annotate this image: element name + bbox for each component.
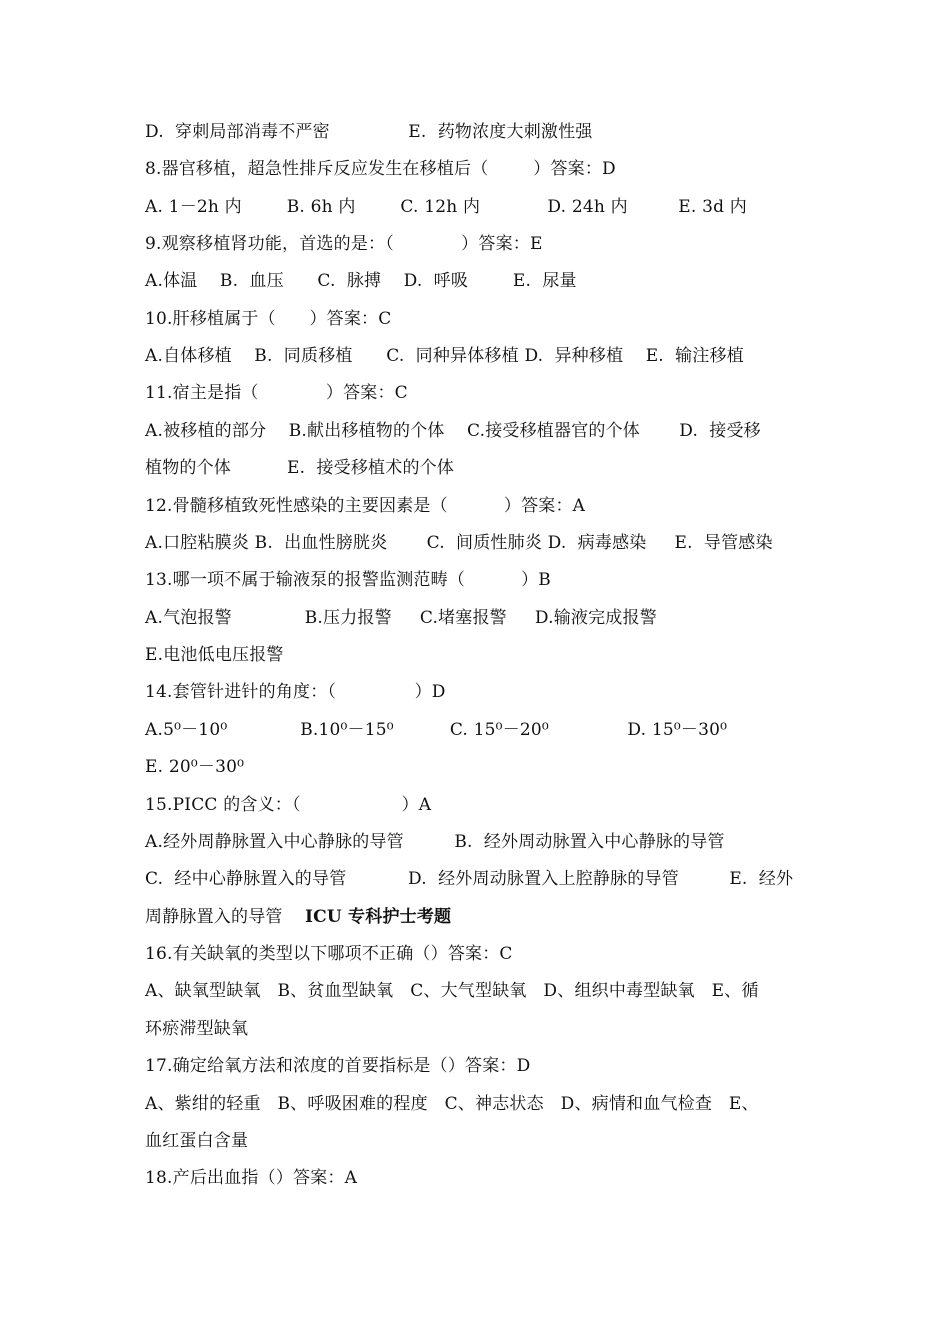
question-16: 16.有关缺氧的类型以下哪项不正确（）答案：C	[145, 944, 513, 964]
question-8: 8.器官移植，超急性排斥反应发生在移植后（ ）答案：D	[145, 159, 616, 179]
text-line: 环瘀滞型缺氧	[145, 1019, 249, 1039]
text-segment: 周静脉置入的导管	[145, 907, 306, 927]
text-line: E. 20⁰－30⁰	[145, 757, 245, 777]
text-line: A、缺氧型缺氧 B、贫血型缺氧 C、大气型缺氧 D、组织中毒型缺氧 E、循	[145, 981, 759, 1001]
text-line: A.口腔粘膜炎 B. 出血性膀胱炎 C. 间质性肺炎 D. 病毒感染 E. 导管感染	[145, 533, 773, 553]
text-line: A.气泡报警 B.压力报警 C.堵塞报警 D.输液完成报警	[145, 608, 657, 628]
text-line: C. 经中心静脉置入的导管 D. 经外周动脉置入上腔静脉的导管 E. 经外	[145, 869, 794, 889]
text-line: D. 穿刺局部消毒不严密 E. 药物浓度大刺激性强	[145, 122, 593, 142]
text-line: A、紫绀的轻重 B、呼吸困难的程度 C、神志状态 D、病情和血气检查 E、	[145, 1094, 759, 1114]
text-line	[145, 906, 810, 928]
text-line: A.被移植的部分 B.献出移植物的个体 C.接受移植器官的个体 D. 接受移	[145, 421, 761, 441]
question-15: 15.PICC 的含义：（ ）A	[145, 795, 432, 815]
text-line: A.自体移植 B. 同质移植 C. 同种异体移植 D. 异种移植 E. 输注移植	[145, 346, 744, 366]
question-13: 13.哪一项不属于输液泵的报警监测范畴（ ）B	[145, 570, 551, 590]
question-14: 14.套管针进针的角度：（ ）D	[145, 682, 446, 702]
text-line: A.5⁰－10⁰ B.10⁰－15⁰ C. 15⁰－20⁰ D. 15⁰－30⁰	[145, 720, 728, 740]
question-11: 11.宿主是指（ ）答案：C	[145, 383, 408, 403]
text-line: A.体温 B. 血压 C. 脉搏 D. 呼吸 E. 尿量	[145, 271, 577, 291]
text-line: A. 1－2h 内 B. 6h 内 C. 12h 内 D. 24h 内 E. 3d 内	[145, 197, 748, 217]
text-line: A.经外周静脉置入中心静脉的导管 B. 经外周动脉置入中心静脉的导管	[145, 832, 725, 852]
question-12: 12.骨髓移植致死性感染的主要因素是（ ）答案：A	[145, 496, 586, 516]
question-10: 10.肝移植属于（ ）答案：C	[145, 309, 392, 329]
inline-bold-title: ICU 专科护士考题	[305, 907, 452, 927]
text-line: 植物的个体 E. 接受移植术的个体	[145, 458, 455, 478]
question-9: 9.观察移植肾功能，首选的是：（ ）答案：E	[145, 234, 543, 254]
question-17: 17.确定给氧方法和浓度的首要指标是（）答案：D	[145, 1056, 531, 1076]
question-18: 18.产后出血指（）答案：A	[145, 1168, 358, 1188]
text-line: 血红蛋白含量	[145, 1131, 249, 1151]
text-line: E.电池低电压报警	[145, 645, 284, 665]
